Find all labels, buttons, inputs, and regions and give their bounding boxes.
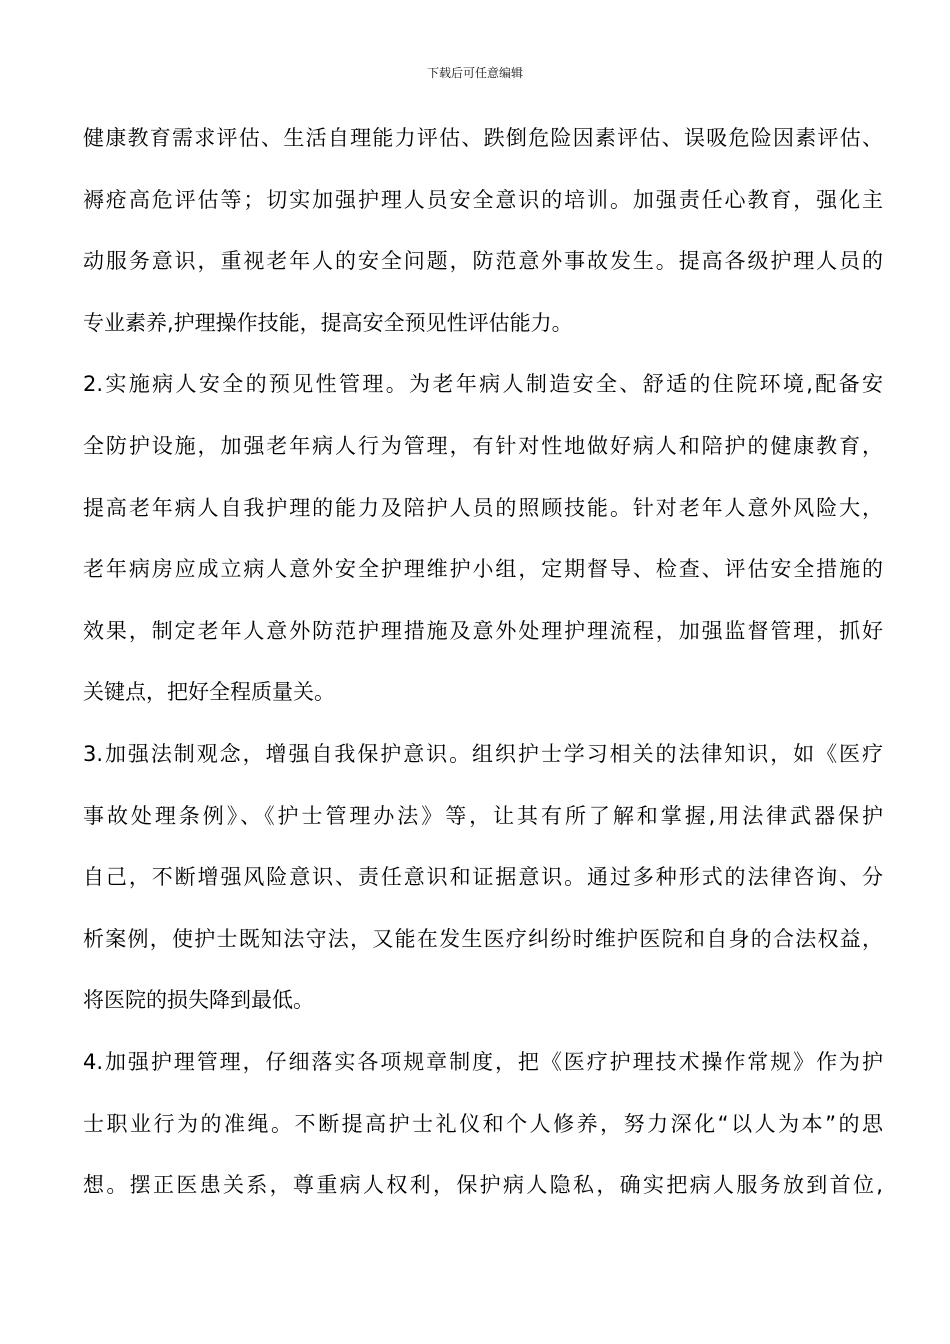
text-line: 老年病房应成立病人意外安全护理维护小组，定期督导、检查、评估安全措施的 [83,557,883,582]
page-header: 下载后可任意编辑 [426,66,523,80]
text-line: 3.加强法制观念，增强自我保护意识。组织护士学习相关的法律知识，如《医疗 [83,741,883,766]
text-line: 效果，制定老年人意外防范护理措施及意外处理护理流程，加强监督管理，抓好 [83,618,883,643]
text-line: 全防护设施，加强老年病人行为管理，有针对性地做好病人和陪护的健康教育， [83,433,883,458]
text-line: 析案例，使护士既知法守法，又能在发生医疗纠纷时维护医院和自身的合法权益， [83,926,883,951]
text-line: 动服务意识，重视老年人的安全问题，防范意外事故发生。提高各级护理人员的 [83,249,883,274]
text-line: 士职业行为的准绳。不断提高护士礼仪和个人修养，努力深化“以人为本”的思 [83,1111,883,1136]
text-line: 关键点，把好全程质量关。 [83,680,335,705]
text-line: 将医院的损失降到最低。 [83,988,314,1013]
text-line: 2.实施病人安全的预见性管理。为老年病人制造安全、舒适的住院环境,配备安 [83,372,883,397]
text-line: 褥疮高危评估等；切实加强护理人员安全意识的培训。加强责任心教育，强化主 [83,187,883,212]
document-body [83,108,883,1217]
text-line: 健康教育需求评估、生活自理能力评估、跌倒危险因素评估、误吸危险因素评估、 [83,126,883,150]
text-line: 自己，不断增强风险意识、责任意识和证据意识。通过多种形式的法律咨询、分 [83,865,883,890]
text-line: 提高老年病人自我护理的能力及陪护人员的照顾技能。针对老年人意外风险大， [83,495,883,520]
text-line: 事故处理条例》、《护士管理办法》等，让其有所了解和掌握,用法律武器保护 [83,803,883,828]
text-line: 想。摆正医患关系，尊重病人权利，保护病人隐私，确实把病人服务放到首位, [83,1173,883,1198]
text-line: 专业素养,护理操作技能，提高安全预见性评估能力。 [83,310,573,335]
text-line: 4.加强护理管理，仔细落实各项规章制度，把《医疗护理技术操作常规》作为护 [83,1049,883,1074]
